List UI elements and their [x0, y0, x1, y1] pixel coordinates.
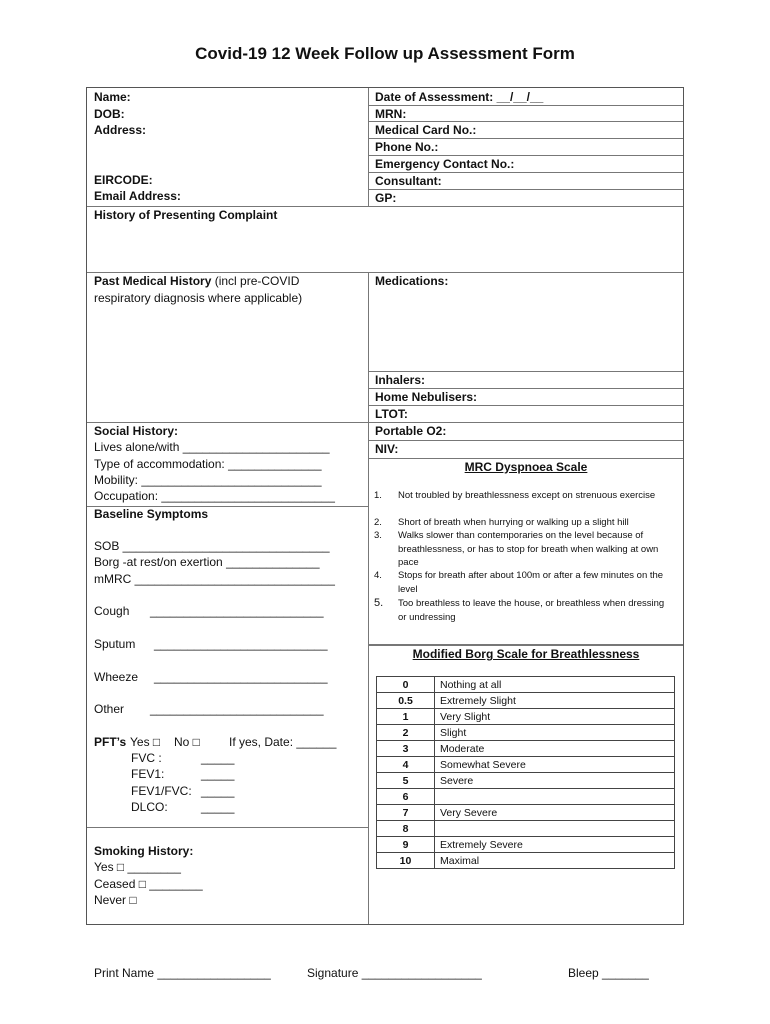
- borg-row: [377, 741, 675, 757]
- occupation-field: Occupation: __________________________: [94, 489, 335, 503]
- borg-row: [377, 773, 675, 789]
- wheeze-label: Wheeze: [94, 670, 139, 684]
- smoking-never: Never □: [94, 893, 137, 907]
- mrc-number: 4.: [374, 570, 382, 581]
- sputum-label: Sputum: [94, 637, 136, 651]
- borg-descriptor: Maximal: [435, 853, 675, 869]
- pmh-note-2: respiratory diagnosis where applicable): [94, 291, 303, 305]
- ltot-label: LTOT:: [375, 407, 408, 421]
- smoking-heading: Smoking History:: [94, 844, 194, 858]
- borg-heading: Modified Borg Scale for Breathlessness: [412, 647, 640, 661]
- other-line: __________________________: [150, 702, 324, 716]
- date-of-assessment-label: Date of Assessment: __/__/__: [375, 90, 544, 104]
- pmh-note-1: (incl pre-COVID: [211, 274, 300, 288]
- borg-scale-table: [376, 676, 675, 869]
- nebulisers-label: Home Nebulisers:: [375, 390, 478, 404]
- wheeze-line: __________________________: [154, 670, 328, 684]
- email-label: Email Address:: [94, 189, 181, 203]
- name-label: Name:: [94, 90, 131, 104]
- pft-no: No □: [174, 735, 200, 749]
- phone-label: Phone No.:: [375, 140, 439, 154]
- page-title: Covid-19 12 Week Follow up Assessment Form: [195, 44, 575, 63]
- eircode-label: EIRCODE:: [94, 173, 153, 187]
- niv-label: NIV:: [375, 442, 399, 456]
- borg-score: 6: [377, 789, 435, 805]
- dob-label: DOB:: [94, 107, 125, 121]
- pft-date: If yes, Date: ______: [229, 735, 337, 749]
- borg-row: [377, 725, 675, 741]
- borg-score: 0: [377, 677, 435, 693]
- mrn-label: MRN:: [375, 107, 407, 121]
- mobility-field: Mobility: ___________________________: [94, 473, 322, 487]
- borg-descriptor: Extremely Severe: [435, 837, 675, 853]
- borg-row: [377, 693, 675, 709]
- borg-score: 5: [377, 773, 435, 789]
- borg-row: [377, 789, 675, 805]
- signature-field: Signature __________________: [307, 966, 482, 980]
- borg-row: [377, 709, 675, 725]
- gp-label: GP:: [375, 191, 397, 205]
- fev1-fvc-line: _____: [201, 784, 235, 798]
- fev1-label: FEV1:: [131, 767, 165, 781]
- borg-row: [377, 757, 675, 773]
- borg-score: 1: [377, 709, 435, 725]
- sputum-line: __________________________: [154, 637, 328, 651]
- borg-row: [377, 821, 675, 837]
- fvc-line: _____: [201, 751, 235, 765]
- mrc-number: 5.: [374, 597, 384, 609]
- borg-descriptor: Nothing at all: [435, 677, 675, 693]
- mrc-number: 3.: [374, 530, 382, 541]
- medical-card-label: Medical Card No.:: [375, 123, 477, 137]
- cough-label: Cough: [94, 604, 130, 618]
- address-label: Address:: [94, 123, 147, 137]
- smoking-ceased: Ceased □ ________: [94, 877, 203, 891]
- hpc-heading: History of Presenting Complaint: [94, 208, 278, 222]
- consultant-label: Consultant:: [375, 174, 442, 188]
- mrc-text: Walks slower than contemporaries on the level because of breathlessness, or has to stop for breath when walking at own pace: [398, 530, 659, 568]
- fev1-line: _____: [201, 767, 235, 781]
- borg-score: 10: [377, 853, 435, 869]
- fev1-fvc-label: FEV1/FVC:: [131, 784, 192, 798]
- borg-score: 4: [377, 757, 435, 773]
- pft-label: PFT’s: [94, 735, 127, 749]
- emergency-contact-label: Emergency Contact No.:: [375, 157, 515, 171]
- borg-descriptor: [435, 821, 675, 837]
- social-heading: Social History:: [94, 424, 179, 438]
- medications-label: Medications:: [375, 274, 449, 288]
- sob-field: SOB _______________________________: [94, 539, 330, 553]
- dlco-label: DLCO:: [131, 800, 168, 814]
- borg-field: Borg -at rest/on exertion ______________: [94, 555, 320, 569]
- borg-descriptor: Moderate: [435, 741, 675, 757]
- borg-descriptor: [435, 789, 675, 805]
- mmrc-field: mMRC ______________________________: [94, 572, 335, 586]
- lives-with-field: Lives alone/with ______________________: [94, 440, 330, 454]
- dlco-line: _____: [201, 800, 235, 814]
- smoking-yes: Yes □ ________: [94, 860, 181, 874]
- borg-row: [377, 805, 675, 821]
- borg-row: [377, 853, 675, 869]
- borg-score: 9: [377, 837, 435, 853]
- other-label: Other: [94, 702, 125, 716]
- borg-descriptor: Extremely Slight: [435, 693, 675, 709]
- baseline-heading: Baseline Symptoms: [94, 507, 209, 521]
- borg-descriptor: Very Severe: [435, 805, 675, 821]
- mrc-text: Not troubled by breathlessness except on strenuous exercise: [398, 490, 656, 501]
- borg-descriptor: Slight: [435, 725, 675, 741]
- borg-descriptor: Very Slight: [435, 709, 675, 725]
- pmh-heading: Past Medical History: [94, 274, 212, 288]
- accommodation-field: Type of accommodation: ______________: [94, 457, 322, 471]
- portable-o2-label: Portable O2:: [375, 424, 447, 438]
- pmh-heading-line: [94, 274, 299, 288]
- borg-row: [377, 837, 675, 853]
- pft-yes: Yes □: [130, 735, 161, 749]
- mrc-text: Short of breath when hurrying or walking up a slight hill: [398, 517, 629, 528]
- mrc-text: Stops for breath after about 100m or after a few minutes on the level: [398, 570, 664, 595]
- borg-score: 3: [377, 741, 435, 757]
- borg-score: 2: [377, 725, 435, 741]
- borg-descriptor: Somewhat Severe: [435, 757, 675, 773]
- bleep-field: Bleep _______: [568, 966, 649, 980]
- borg-row: [377, 677, 675, 693]
- cough-line: __________________________: [150, 604, 324, 618]
- mrc-number: 2.: [374, 517, 382, 528]
- mrc-number: 1.: [374, 490, 382, 501]
- borg-score: 0.5: [377, 693, 435, 709]
- mrc-heading: MRC Dyspnoea Scale: [464, 460, 588, 474]
- print-name-field: Print Name _________________: [94, 966, 271, 980]
- borg-score: 7: [377, 805, 435, 821]
- inhalers-label: Inhalers:: [375, 373, 426, 387]
- fvc-label: FVC :: [131, 751, 162, 765]
- mrc-text: Too breathless to leave the house, or breathless when dressing or undressing: [398, 598, 665, 623]
- borg-score: 8: [377, 821, 435, 837]
- borg-descriptor: Severe: [435, 773, 675, 789]
